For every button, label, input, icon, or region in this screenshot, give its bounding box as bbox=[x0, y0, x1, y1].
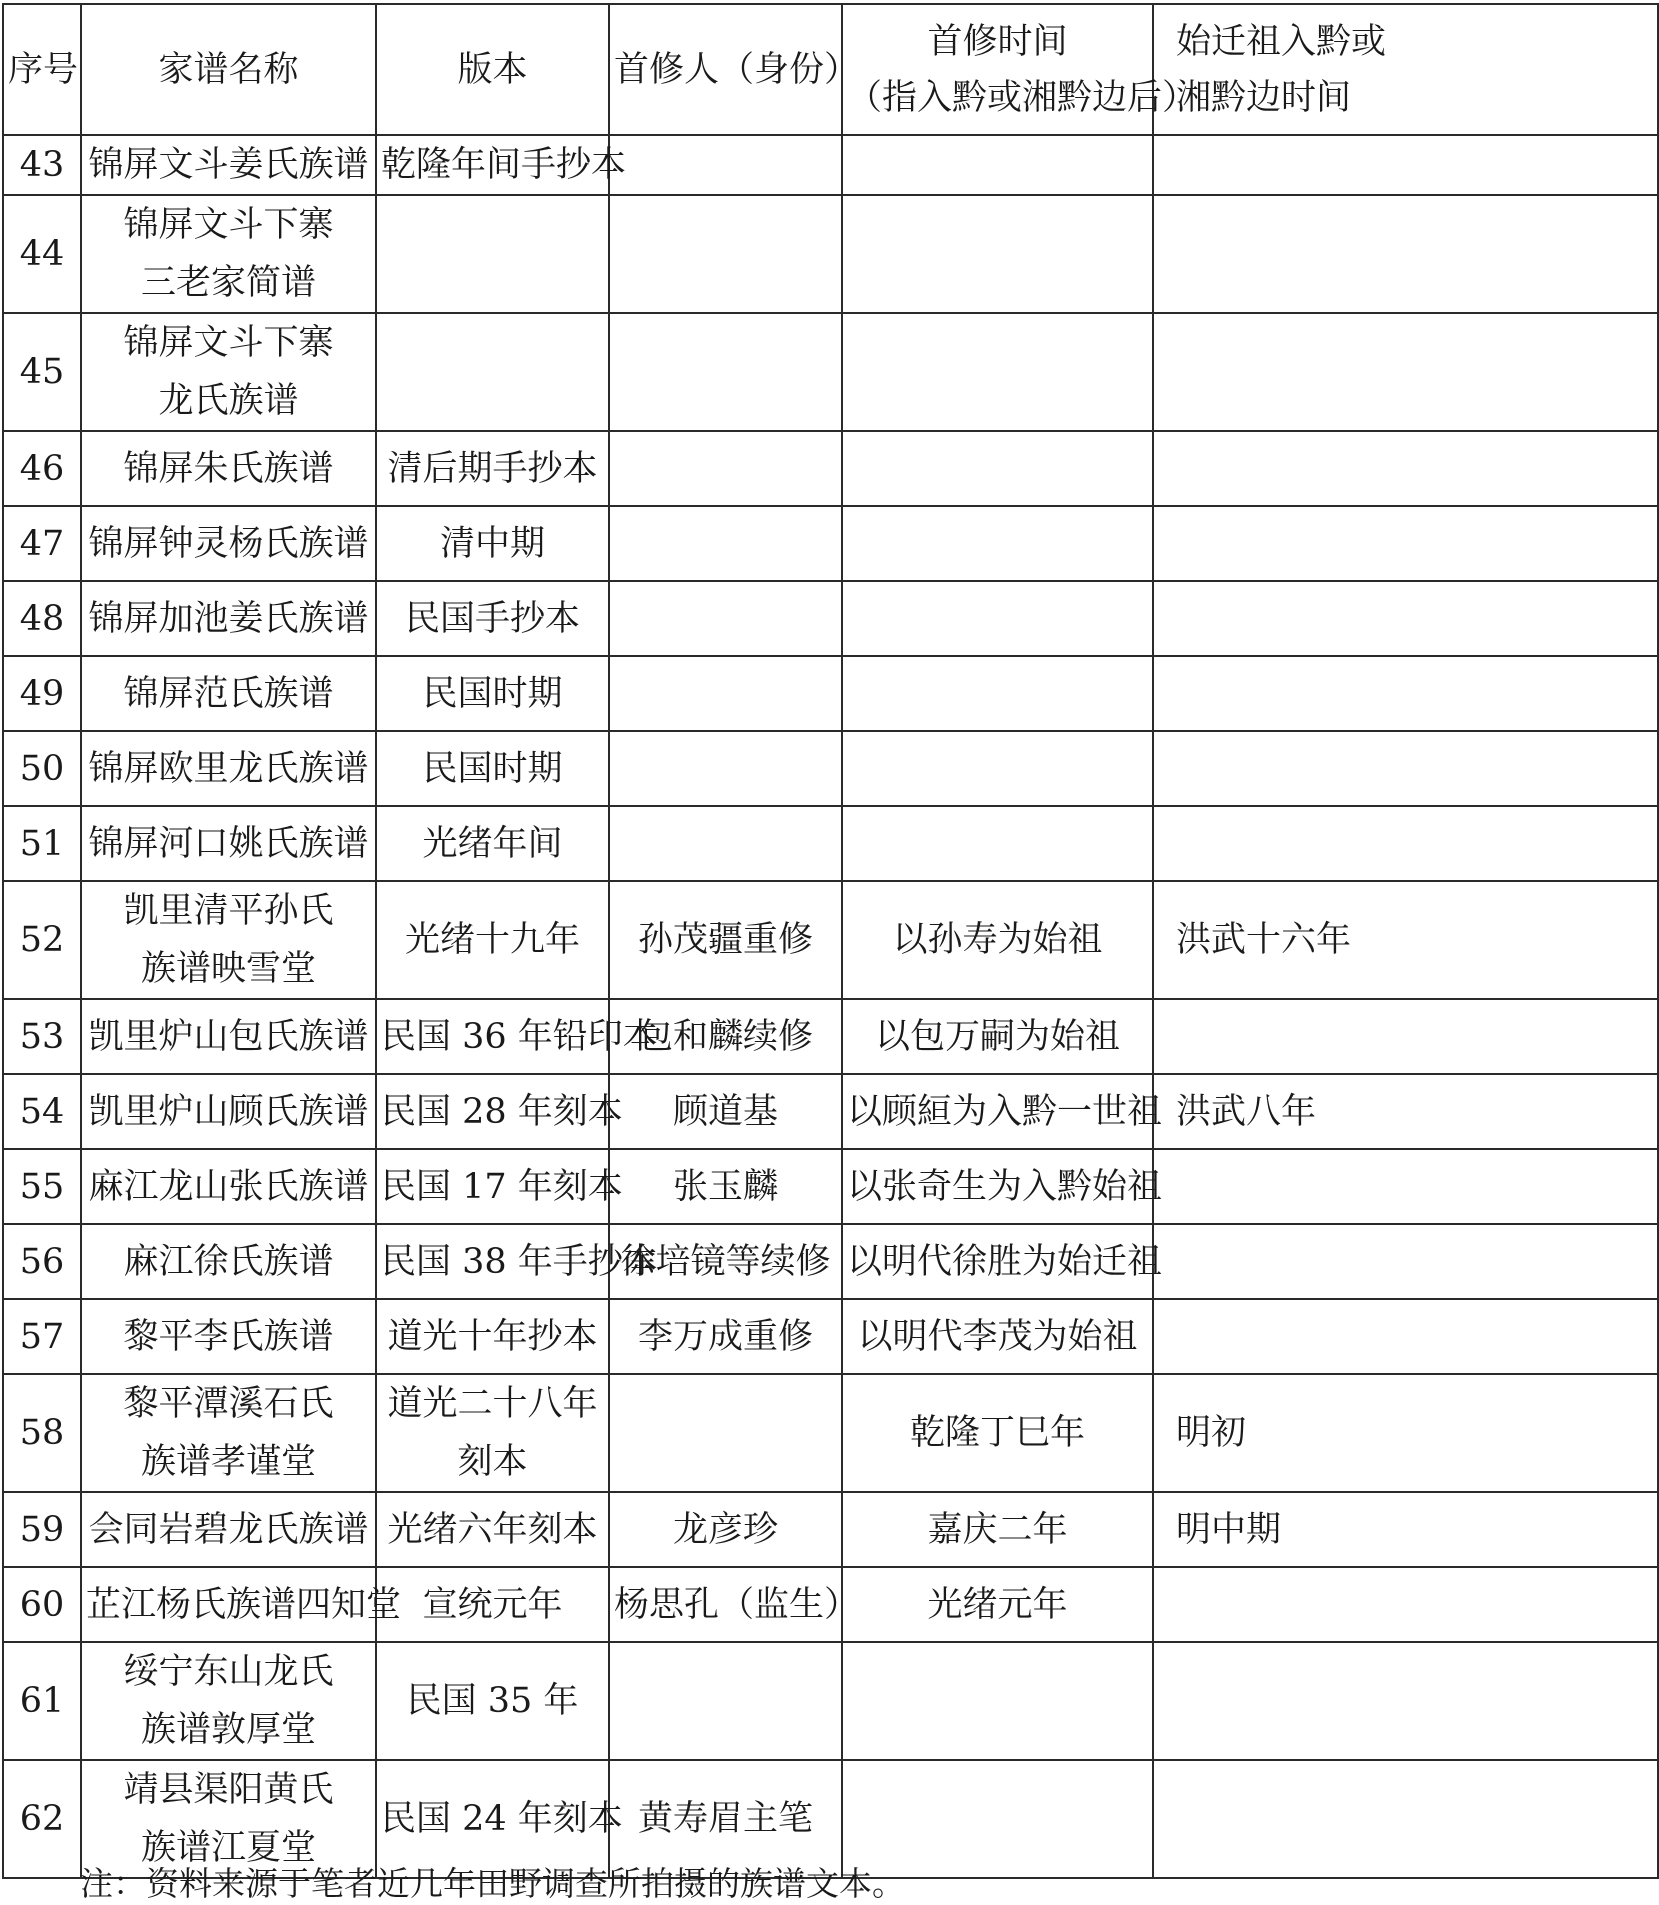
cell-time: 光绪元年 bbox=[842, 1567, 1153, 1642]
table-row bbox=[3, 656, 1658, 731]
cell-editor bbox=[609, 506, 842, 581]
cell-time: 乾隆丁巳年 bbox=[842, 1374, 1153, 1492]
table-row bbox=[3, 731, 1658, 806]
cell-migration: 明中期 bbox=[1153, 1492, 1658, 1567]
cell-name: 芷江杨氏族谱四知堂 bbox=[81, 1567, 376, 1642]
table-row bbox=[3, 999, 1658, 1074]
source-note: 注：资料来源于笔者近几年田野调查所拍摄的族谱文本。 bbox=[80, 1864, 905, 1903]
table-row bbox=[3, 195, 1658, 313]
cell-migration bbox=[1153, 1149, 1658, 1224]
header-no: 序号 bbox=[3, 4, 81, 135]
cell-no: 45 bbox=[3, 313, 81, 431]
cell-editor bbox=[609, 1374, 842, 1492]
cell-edition: 民国手抄本 bbox=[376, 581, 609, 656]
cell-no: 47 bbox=[3, 506, 81, 581]
cell-edition: 光绪六年刻本 bbox=[376, 1492, 609, 1567]
table-row bbox=[3, 1149, 1658, 1224]
cell-time: 以顾絙为入黔一世祖 bbox=[842, 1074, 1153, 1149]
table-row bbox=[3, 135, 1658, 195]
cell-migration bbox=[1153, 999, 1658, 1074]
cell-editor: 李万成重修 bbox=[609, 1299, 842, 1374]
cell-no: 46 bbox=[3, 431, 81, 506]
cell-editor bbox=[609, 731, 842, 806]
cell-edition: 民国 38 年手抄本 bbox=[376, 1224, 609, 1299]
cell-name: 黎平潭溪石氏 族谱孝谨堂 bbox=[81, 1374, 376, 1492]
cell-editor: 张玉麟 bbox=[609, 1149, 842, 1224]
table-row bbox=[3, 1567, 1658, 1642]
cell-time bbox=[842, 506, 1153, 581]
cell-no: 60 bbox=[3, 1567, 81, 1642]
header-name: 家谱名称 bbox=[81, 4, 376, 135]
cell-editor bbox=[609, 656, 842, 731]
cell-no: 62 bbox=[3, 1760, 81, 1878]
cell-time bbox=[842, 195, 1153, 313]
cell-no: 58 bbox=[3, 1374, 81, 1492]
cell-no: 59 bbox=[3, 1492, 81, 1567]
cell-migration bbox=[1153, 135, 1658, 195]
cell-name: 会同岩碧龙氏族谱 bbox=[81, 1492, 376, 1567]
cell-name: 凯里炉山顾氏族谱 bbox=[81, 1074, 376, 1149]
cell-time: 嘉庆二年 bbox=[842, 1492, 1153, 1567]
cell-migration bbox=[1153, 1760, 1658, 1878]
cell-edition: 道光二十八年 刻本 bbox=[376, 1374, 609, 1492]
cell-edition bbox=[376, 195, 609, 313]
cell-no: 61 bbox=[3, 1642, 81, 1760]
table-row bbox=[3, 313, 1658, 431]
cell-name: 凯里清平孙氏 族谱映雪堂 bbox=[81, 881, 376, 999]
cell-edition: 民国时期 bbox=[376, 731, 609, 806]
cell-no: 49 bbox=[3, 656, 81, 731]
cell-time: 以包万嗣为始祖 bbox=[842, 999, 1153, 1074]
table-row bbox=[3, 1642, 1658, 1760]
cell-name: 麻江徐氏族谱 bbox=[81, 1224, 376, 1299]
cell-editor: 包和麟续修 bbox=[609, 999, 842, 1074]
cell-migration bbox=[1153, 806, 1658, 881]
cell-edition: 宣统元年 bbox=[376, 1567, 609, 1642]
cell-editor bbox=[609, 135, 842, 195]
cell-edition: 民国时期 bbox=[376, 656, 609, 731]
cell-no: 48 bbox=[3, 581, 81, 656]
cell-editor bbox=[609, 313, 842, 431]
cell-name: 黎平李氏族谱 bbox=[81, 1299, 376, 1374]
cell-name: 麻江龙山张氏族谱 bbox=[81, 1149, 376, 1224]
cell-name: 锦屏钟灵杨氏族谱 bbox=[81, 506, 376, 581]
cell-no: 43 bbox=[3, 135, 81, 195]
cell-migration bbox=[1153, 581, 1658, 656]
cell-edition: 光绪十九年 bbox=[376, 881, 609, 999]
table-header bbox=[3, 4, 1658, 135]
cell-no: 44 bbox=[3, 195, 81, 313]
cell-no: 51 bbox=[3, 806, 81, 881]
cell-no: 55 bbox=[3, 1149, 81, 1224]
cell-no: 50 bbox=[3, 731, 81, 806]
table-row bbox=[3, 1224, 1658, 1299]
cell-editor bbox=[609, 195, 842, 313]
genealogy-table bbox=[2, 3, 1659, 1879]
cell-migration bbox=[1153, 506, 1658, 581]
header-migration: 始迁祖入黔或 湘黔边时间 bbox=[1153, 4, 1658, 135]
cell-migration: 洪武十六年 bbox=[1153, 881, 1658, 999]
cell-editor bbox=[609, 1642, 842, 1760]
cell-name: 锦屏欧里龙氏族谱 bbox=[81, 731, 376, 806]
cell-editor bbox=[609, 806, 842, 881]
cell-name: 锦屏文斗下寨 三老家简谱 bbox=[81, 195, 376, 313]
cell-edition: 民国 35 年 bbox=[376, 1642, 609, 1760]
header-editor: 首修人（身份） bbox=[609, 4, 842, 135]
table-row bbox=[3, 1299, 1658, 1374]
cell-editor: 孙茂疆重修 bbox=[609, 881, 842, 999]
cell-editor: 徐培镜等续修 bbox=[609, 1224, 842, 1299]
cell-edition: 清后期手抄本 bbox=[376, 431, 609, 506]
cell-edition: 民国 28 年刻本 bbox=[376, 1074, 609, 1149]
cell-migration bbox=[1153, 195, 1658, 313]
cell-time bbox=[842, 313, 1153, 431]
cell-edition: 民国 36 年铅印本 bbox=[376, 999, 609, 1074]
table-row bbox=[3, 431, 1658, 506]
cell-time: 以张奇生为入黔始祖 bbox=[842, 1149, 1153, 1224]
cell-editor bbox=[609, 581, 842, 656]
cell-no: 52 bbox=[3, 881, 81, 999]
cell-no: 54 bbox=[3, 1074, 81, 1149]
cell-time bbox=[842, 731, 1153, 806]
cell-editor: 黄寿眉主笔 bbox=[609, 1760, 842, 1878]
table-row bbox=[3, 806, 1658, 881]
table-row bbox=[3, 1374, 1658, 1492]
cell-migration: 明初 bbox=[1153, 1374, 1658, 1492]
table-row bbox=[3, 881, 1658, 999]
cell-name: 锦屏朱氏族谱 bbox=[81, 431, 376, 506]
cell-name: 锦屏文斗姜氏族谱 bbox=[81, 135, 376, 195]
cell-edition: 道光十年抄本 bbox=[376, 1299, 609, 1374]
cell-migration: 洪武八年 bbox=[1153, 1074, 1658, 1149]
table-row bbox=[3, 581, 1658, 656]
cell-time bbox=[842, 656, 1153, 731]
table-body bbox=[3, 135, 1658, 1878]
cell-name: 锦屏加池姜氏族谱 bbox=[81, 581, 376, 656]
cell-migration bbox=[1153, 313, 1658, 431]
cell-time: 以明代徐胜为始迁祖 bbox=[842, 1224, 1153, 1299]
cell-migration bbox=[1153, 731, 1658, 806]
header-edition: 版本 bbox=[376, 4, 609, 135]
cell-migration bbox=[1153, 1642, 1658, 1760]
cell-migration bbox=[1153, 1299, 1658, 1374]
cell-time: 以孙寿为始祖 bbox=[842, 881, 1153, 999]
table-row bbox=[3, 506, 1658, 581]
cell-no: 57 bbox=[3, 1299, 81, 1374]
cell-time bbox=[842, 135, 1153, 195]
header-time: 首修时间 （指入黔或湘黔边后） bbox=[842, 4, 1153, 135]
cell-editor bbox=[609, 431, 842, 506]
cell-time bbox=[842, 431, 1153, 506]
cell-edition: 乾隆年间手抄本 bbox=[376, 135, 609, 195]
cell-editor: 杨思孔（监生） bbox=[609, 1567, 842, 1642]
cell-edition: 清中期 bbox=[376, 506, 609, 581]
cell-name: 锦屏河口姚氏族谱 bbox=[81, 806, 376, 881]
cell-edition: 民国 24 年刻本 bbox=[376, 1760, 609, 1878]
cell-editor: 顾道基 bbox=[609, 1074, 842, 1149]
cell-time bbox=[842, 581, 1153, 656]
cell-name: 凯里炉山包氏族谱 bbox=[81, 999, 376, 1074]
cell-no: 56 bbox=[3, 1224, 81, 1299]
cell-name: 绥宁东山龙氏 族谱敦厚堂 bbox=[81, 1642, 376, 1760]
cell-migration bbox=[1153, 431, 1658, 506]
cell-edition: 光绪年间 bbox=[376, 806, 609, 881]
cell-edition: 民国 17 年刻本 bbox=[376, 1149, 609, 1224]
cell-name: 靖县渠阳黄氏 族谱江夏堂 bbox=[81, 1760, 376, 1878]
cell-time bbox=[842, 1642, 1153, 1760]
cell-time bbox=[842, 806, 1153, 881]
cell-time: 以明代李茂为始祖 bbox=[842, 1299, 1153, 1374]
cell-migration bbox=[1153, 656, 1658, 731]
cell-no: 53 bbox=[3, 999, 81, 1074]
cell-migration bbox=[1153, 1567, 1658, 1642]
table-row bbox=[3, 1492, 1658, 1567]
cell-name: 锦屏范氏族谱 bbox=[81, 656, 376, 731]
cell-edition bbox=[376, 313, 609, 431]
cell-migration bbox=[1153, 1224, 1658, 1299]
cell-editor: 龙彦珍 bbox=[609, 1492, 842, 1567]
cell-name: 锦屏文斗下寨 龙氏族谱 bbox=[81, 313, 376, 431]
table-row bbox=[3, 1074, 1658, 1149]
